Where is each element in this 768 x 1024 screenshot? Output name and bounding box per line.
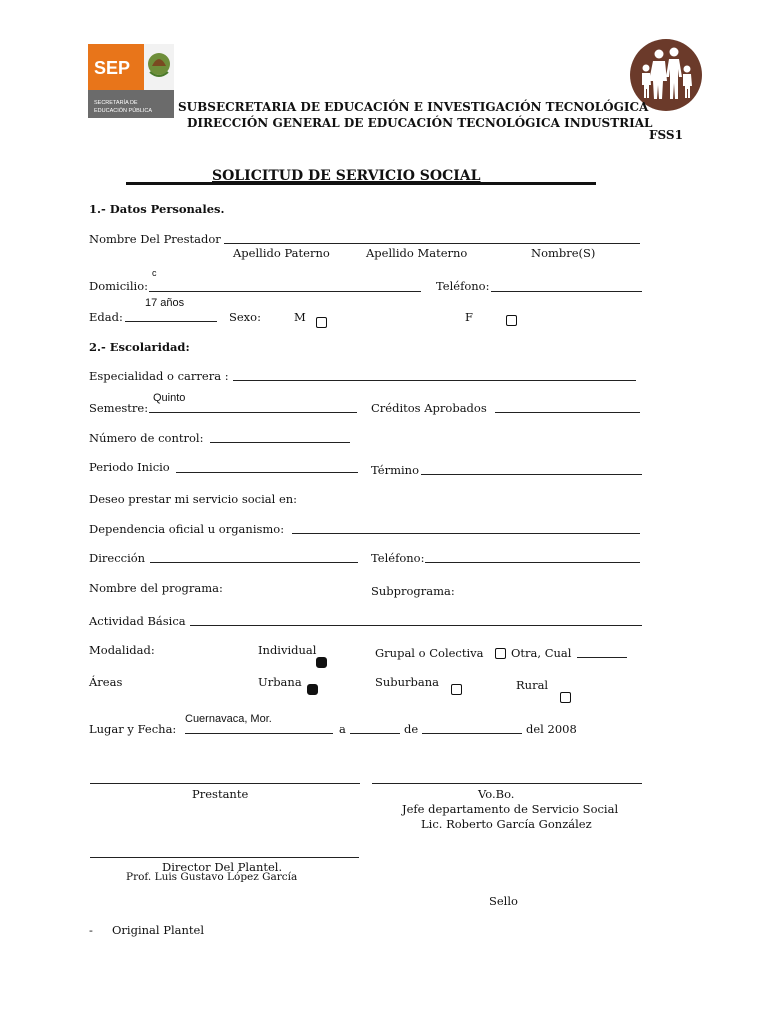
jefe-name: Lic. Roberto García González [421,817,592,831]
programa-label: Nombre del programa: [89,581,223,595]
sep-line1: SECRETARÍA DE [94,100,138,106]
footer-dash: - [89,923,93,937]
suburbana-label: Suburbana [375,675,440,689]
creditos-field[interactable] [495,412,640,413]
dia-field[interactable] [350,733,400,734]
director-label: Director Del Plantel. [162,860,283,874]
edad-field[interactable] [125,321,217,322]
suburbana-checkbox[interactable] [451,684,462,695]
rural-checkbox[interactable] [560,692,571,703]
actividad-label: Actividad Básica [89,614,186,628]
sello-label: Sello [489,894,518,908]
especialidad-field[interactable] [233,380,636,381]
individual-checkbox[interactable] [316,657,327,668]
creditos-label: Créditos Aprobados [371,401,487,415]
jefe-label: Jefe departamento de Servicio Social [402,802,619,816]
termino-field[interactable] [421,474,642,475]
prestador-field[interactable] [224,243,640,244]
individual-label: Individual [258,643,317,657]
prestante-signature-line[interactable] [90,783,360,784]
otra-label: Otra, Cual [511,646,572,660]
rural-label: Rural [516,678,549,692]
dependencia-label: Dependencia oficial u organismo: [89,522,285,536]
control-field[interactable] [210,442,350,443]
domicilio-value: c [152,268,157,278]
lugar-label: Lugar y Fecha: [89,722,177,736]
modalidad-label: Modalidad: [89,643,155,657]
direccion-field[interactable] [150,562,358,563]
form-code: FSS1 [649,128,683,142]
mes-field[interactable] [422,733,522,734]
director-name: Prof. Luis Gustavo López García [126,871,298,883]
actividad-field[interactable] [190,625,642,626]
header-line2: DIRECCIÓN GENERAL DE EDUCACIÓN TECNOLÓGICA INDUSTRIAL [187,116,653,130]
apellido-materno-label: Apellido Materno [366,246,468,260]
termino-label: Término [371,463,419,477]
telefono2-field[interactable] [425,562,640,563]
page-title: SOLICITUD DE SERVICIO SOCIAL [212,168,481,184]
dependencia-field[interactable] [292,533,640,534]
de-label: de [404,722,419,736]
prestador-label: Nombre Del Prestador [89,232,221,246]
director-signature-line[interactable] [90,857,359,858]
sexo-f-label: F [465,310,473,324]
sep-brand-text: SEP [94,58,131,78]
telefono2-label: Teléfono: [371,551,425,565]
otra-field[interactable] [577,657,627,658]
control-label: Número de control: [89,431,204,445]
sexo-m-label: M [294,310,306,324]
sexo-label: Sexo: [229,310,261,324]
vobo-label: Vo.Bo. [478,787,515,801]
sep-line2: EDUCACIÓN PÚBLICA [94,108,153,114]
semestre-value: Quinto [153,392,186,404]
sexo-f-checkbox[interactable] [506,315,517,326]
subprograma-label: Subprograma: [371,584,455,598]
section2-heading: 2.- Escolaridad: [89,340,190,354]
periodo-label: Periodo Inicio [89,460,170,474]
sexo-m-checkbox[interactable] [316,317,327,328]
title-underline [126,182,596,185]
lugar-value: Cuernavaca, Mor. [185,713,272,725]
prestante-label: Prestante [192,787,249,801]
section1-heading: 1.- Datos Personales. [89,202,225,216]
areas-label: Áreas [89,675,123,689]
edad-label: Edad: [89,310,123,324]
direccion-label: Dirección [89,551,146,565]
header-line1: SUBSECRETARIA DE EDUCACIÓN E INVESTIGACIÓN TECNOLÓGICA [178,100,649,114]
apellido-paterno-label: Apellido Paterno [233,246,330,260]
especialidad-label: Especialidad o carrera : [89,369,229,383]
grupal-checkbox[interactable] [495,648,506,659]
edad-value: 17 años [145,297,185,309]
sep-logo [88,44,174,118]
del-label: del 2008 [526,722,577,736]
telefono-field[interactable] [491,291,642,292]
semestre-field[interactable] [149,412,357,413]
a-label: a [339,722,346,736]
vobo-signature-line[interactable] [372,783,642,784]
telefono-label: Teléfono: [436,279,490,293]
urbana-checkbox[interactable] [307,684,318,695]
nombres-label: Nombre(S) [531,246,596,260]
deseo-label: Deseo prestar mi servicio social en: [89,492,298,506]
footer-original: Original Plantel [112,923,205,937]
domicilio-label: Domicilio: [89,279,148,293]
periodo-field[interactable] [176,472,358,473]
semestre-label: Semestre: [89,401,149,415]
lugar-field[interactable] [185,733,333,734]
urbana-label: Urbana [258,675,302,689]
grupal-label: Grupal o Colectiva [375,646,484,660]
domicilio-field[interactable] [149,291,421,292]
